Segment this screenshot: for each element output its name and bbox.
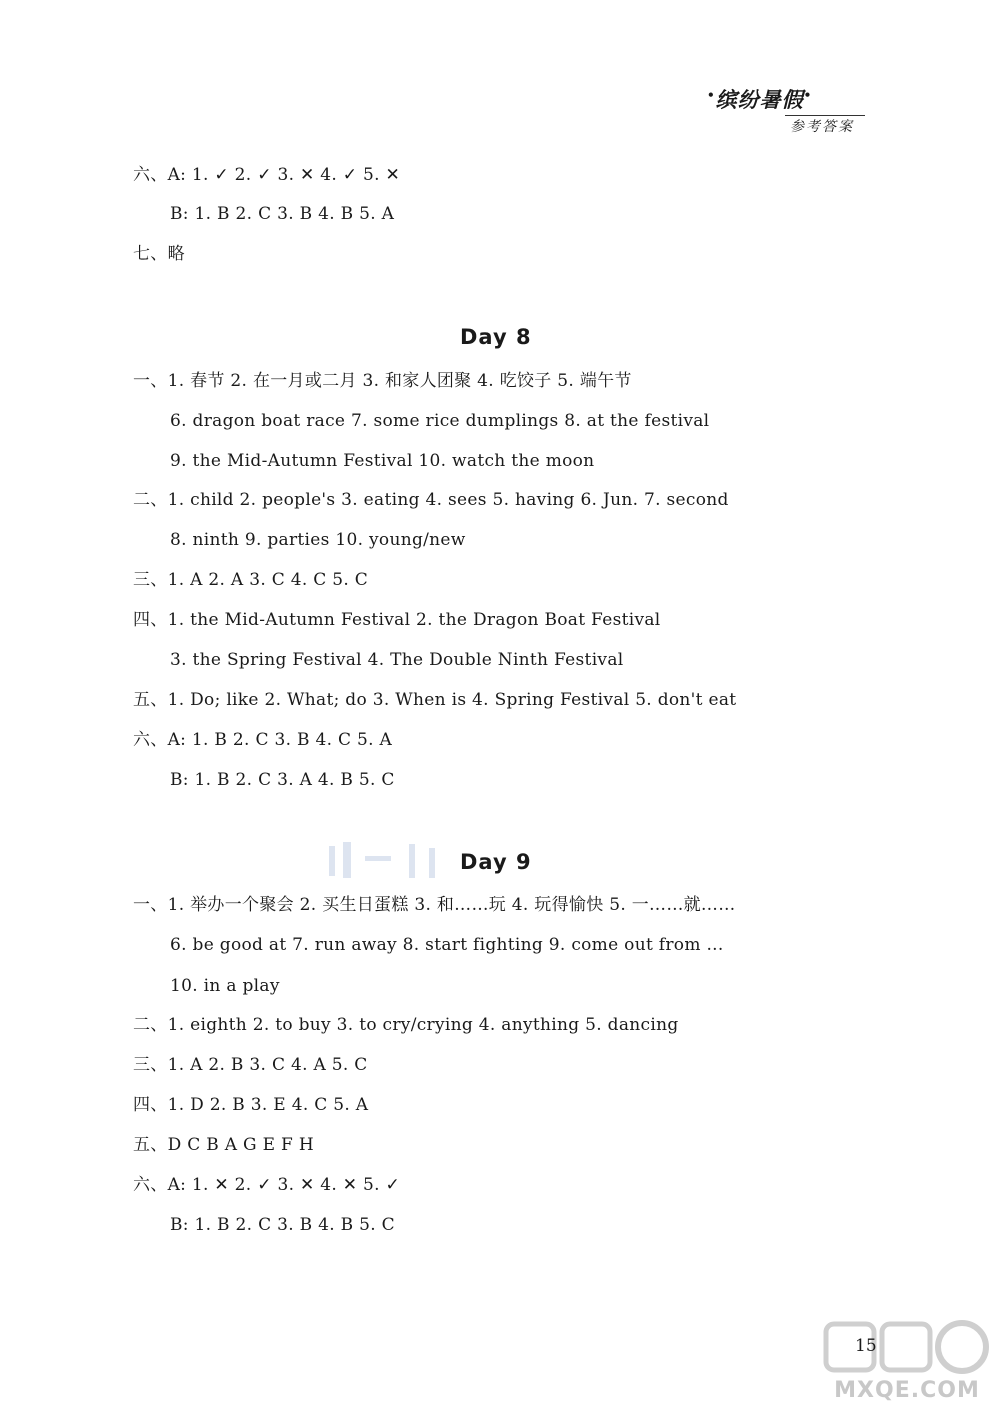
answer-line: 六、A: 1. ✓ 2. ✓ 3. ✕ 4. ✓ 5. ✕ [133, 165, 401, 185]
answer-line: 五、1. Do; like 2. What; do 3. When is 4. Spring Festival 5. don't eat [133, 690, 737, 710]
watermark-logo-icon [822, 1318, 992, 1378]
answer-line: 一、1. 春节 2. 在一月或二月 3. 和家人团聚 4. 吃饺子 5. 端午节 [133, 371, 632, 391]
brand-title [707, 84, 812, 114]
answer-line: 三、1. A 2. A 3. C 4. C 5. C [133, 570, 369, 590]
watermark-text: MXQE.COM [834, 1378, 980, 1403]
answer-line: 三、1. A 2. B 3. C 4. A 5. C [133, 1055, 368, 1075]
brand-dot-left: • [707, 88, 716, 102]
answer-line: 六、A: 1. B 2. C 3. B 4. C 5. A [133, 730, 393, 750]
answer-line: 二、1. eighth 2. to buy 3. to cry/crying 4. anything 5. dancing [133, 1015, 679, 1035]
header-subtitle: 参考答案 [790, 119, 854, 135]
page-header [695, 84, 875, 144]
brand-dot-right: • [803, 88, 813, 102]
answer-line: 四、1. the Mid-Autumn Festival 2. the Dragon Boat Festival [133, 610, 661, 630]
day-9-title: Day 9 [460, 850, 532, 874]
answer-line: B: 1. B 2. C 3. B 4. B 5. A [170, 204, 395, 224]
page-number: 15 [855, 1336, 877, 1356]
watermark-stamp [822, 1318, 992, 1406]
day-8-title: Day 8 [460, 325, 532, 349]
answer-line: 六、A: 1. ✕ 2. ✓ 3. ✕ 4. ✕ 5. ✓ [133, 1175, 401, 1195]
answer-line: 一、1. 举办一个聚会 2. 买生日蛋糕 3. 和……玩 4. 玩得愉快 5. 一……就…… [133, 895, 736, 915]
answer-line: 七、略 [133, 244, 185, 264]
answer-line: B: 1. B 2. C 3. B 4. B 5. C [170, 1215, 395, 1235]
answer-line: 四、1. D 2. B 3. E 4. C 5. A [133, 1095, 369, 1115]
scan-ghost-mark [325, 838, 445, 882]
answer-line: 五、D C B A G E F H [133, 1135, 314, 1155]
answer-line: 9. the Mid-Autumn Festival 10. watch the moon [170, 451, 595, 471]
answer-line: 6. dragon boat race 7. some rice dumplings 8. at the festival [170, 411, 710, 431]
answer-line: 8. ninth 9. parties 10. young/new [170, 530, 466, 550]
brand-text: 缤纷暑假 [715, 87, 804, 112]
answer-line: 二、1. child 2. people's 3. eating 4. sees 5. having 6. Jun. 7. second [133, 490, 729, 510]
answer-line: 6. be good at 7. run away 8. start fighting 9. come out from ... [170, 935, 724, 955]
answer-line: B: 1. B 2. C 3. A 4. B 5. C [170, 770, 395, 790]
answer-line: 10. in a play [170, 976, 280, 996]
answer-line: 3. the Spring Festival 4. The Double Ninth Festival [170, 650, 624, 670]
